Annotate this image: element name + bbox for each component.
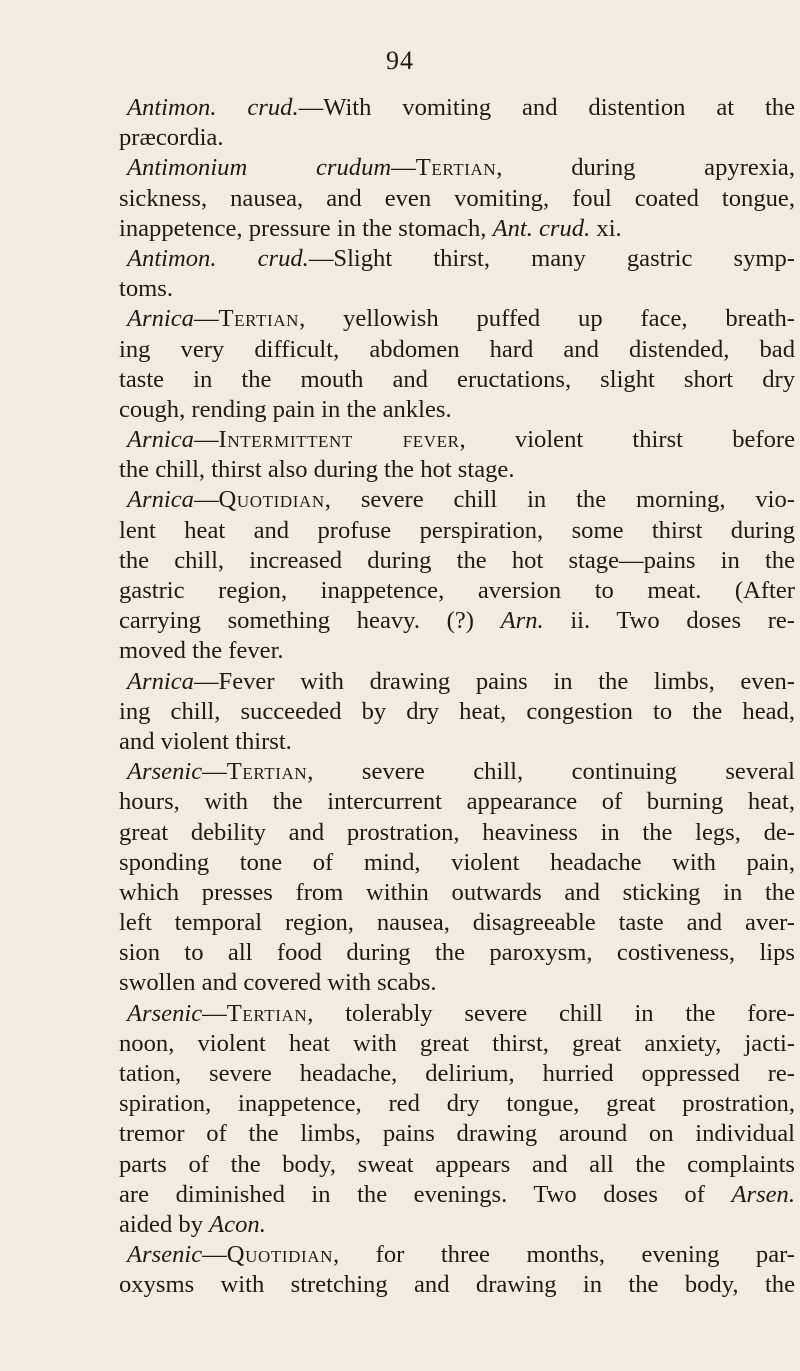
text-run: are diminished in the evenings. Two doses of xyxy=(119,1180,732,1208)
text-run: — xyxy=(391,154,416,182)
page-number: 94 xyxy=(386,46,414,75)
text-run: , during apyrexia, xyxy=(496,154,795,182)
text-line xyxy=(119,938,795,968)
italic-run: Arnica xyxy=(127,426,194,454)
text-line xyxy=(119,1089,795,1119)
text-line xyxy=(119,425,795,455)
text-run: ii. Two doses re- xyxy=(543,607,795,635)
small-caps-run: Tertian xyxy=(415,154,497,182)
text-run: — xyxy=(202,1241,227,1269)
text-line xyxy=(119,878,795,908)
text-line xyxy=(119,636,795,666)
small-caps-run: Tertian xyxy=(218,305,300,333)
italic-run: Antimonium crudum xyxy=(127,154,392,182)
text-run: , severe chill in the morning, vio- xyxy=(324,486,795,514)
text-run: moved the fever. xyxy=(119,637,284,665)
italic-run: Arn. xyxy=(500,607,544,635)
text-line xyxy=(119,1029,795,1059)
text-run: aided by xyxy=(119,1210,210,1238)
text-line xyxy=(119,1119,795,1149)
italic-run: Arsenic xyxy=(127,999,203,1027)
text-run: toms. xyxy=(119,275,173,303)
italic-run: Acon. xyxy=(209,1210,266,1238)
small-caps-run: Quotidian xyxy=(226,1241,333,1269)
text-line xyxy=(119,968,795,998)
text-line xyxy=(119,546,795,576)
text-line xyxy=(119,757,795,787)
text-line xyxy=(119,1210,795,1240)
text-run: —With vomiting and distention at the xyxy=(298,94,796,121)
text-line xyxy=(119,1059,795,1089)
text-run: ing chill, succeeded by dry heat, congestion to the head, xyxy=(119,697,795,725)
text-run: sion to all food during the paroxysm, costiveness, lips xyxy=(119,939,795,967)
text-run: and violent thirst. xyxy=(119,727,292,755)
text-run: , tolerably severe chill in the fore- xyxy=(307,999,795,1027)
italic-run: Antimon. crud. xyxy=(127,94,299,121)
text-run: sickness, nausea, and even vomiting, foul coated tongue, xyxy=(119,184,795,212)
small-caps-run: Tertian xyxy=(226,758,308,786)
italic-run: Arsenic xyxy=(127,758,203,786)
text-line xyxy=(119,335,795,365)
text-run: sponding tone of mind, violent headache with pain, xyxy=(119,848,795,876)
text-run: tremor of the limbs, pains drawing around on individual xyxy=(119,1120,795,1148)
text-run: gastric region, inappetence, aversion to meat. (After xyxy=(119,577,795,604)
text-run: — xyxy=(202,999,227,1027)
text-line xyxy=(119,153,795,183)
text-line xyxy=(119,274,795,304)
text-run: which presses from within outwards and sticking in the xyxy=(119,878,795,906)
text-run: spiration, inappetence, red dry tongue, great prostration, xyxy=(119,1090,795,1118)
text-line xyxy=(119,1240,795,1270)
text-line xyxy=(119,667,795,697)
text-run: tation, severe headache, delirium, hurried oppressed re- xyxy=(119,1060,795,1087)
text-line xyxy=(119,184,795,214)
text-line xyxy=(119,787,795,817)
text-line xyxy=(119,908,795,938)
text-run: , severe chill, continuing several xyxy=(307,758,795,786)
small-caps-run: Tertian xyxy=(226,999,308,1027)
text-run: left temporal region, nausea, disagreeable taste and aver- xyxy=(119,909,795,937)
text-run: —Slight thirst, many gastric symp- xyxy=(308,244,795,272)
text-line xyxy=(119,848,795,878)
text-run: inappetence, pressure in the stomach, xyxy=(119,214,493,242)
text-line xyxy=(119,697,795,727)
text-line xyxy=(119,516,795,546)
small-caps-run: Intermittent fever xyxy=(218,426,460,454)
text-line xyxy=(119,818,795,848)
text-line xyxy=(119,999,795,1029)
text-run: great debility and prostration, heaviness in the legs, de- xyxy=(119,818,795,846)
text-run: — xyxy=(193,486,219,514)
italic-run: Ant. crud. xyxy=(492,214,591,242)
text-run: , yellowish puffed up face, breath- xyxy=(299,305,795,333)
text-run: — xyxy=(193,426,219,454)
text-run: cough, rending pain in the ankles. xyxy=(119,395,452,423)
text-run: ing very difficult, abdomen hard and distended, bad xyxy=(119,335,795,363)
italic-run: Arnica xyxy=(127,667,194,695)
text-run: hours, with the intercurrent appearance of burning heat, xyxy=(119,788,795,816)
text-run: swollen and covered with scabs. xyxy=(119,969,437,997)
text-run: taste in the mouth and eructations, slight short dry xyxy=(119,365,795,393)
text-run: parts of the body, sweat appears and all the complaints xyxy=(119,1150,795,1178)
text-line xyxy=(119,365,795,395)
text-run: — xyxy=(202,758,227,786)
italic-run: Antimon. crud. xyxy=(127,244,309,272)
text-run: — xyxy=(193,305,219,333)
text-run: præcordia. xyxy=(119,124,224,152)
text-run: —Fever with drawing pains in the limbs, even- xyxy=(193,667,795,695)
body-text xyxy=(119,93,795,1301)
text-run: the chill, increased during the hot stage—pains in the xyxy=(119,546,795,574)
text-line xyxy=(119,123,795,153)
text-line xyxy=(119,244,795,274)
text-line xyxy=(119,214,795,244)
text-run: , for three months, evening par- xyxy=(333,1241,795,1269)
text-run: carrying something heavy. (?) xyxy=(119,607,501,635)
italic-run: Arnica xyxy=(127,305,194,333)
text-line xyxy=(119,455,795,485)
text-line xyxy=(119,576,795,606)
text-run: xi. xyxy=(590,214,622,242)
small-caps-run: Quotidian xyxy=(218,486,325,514)
text-run: lent heat and profuse perspiration, some thirst during xyxy=(119,516,795,544)
text-run: oxysms with stretching and drawing in the body, the xyxy=(119,1271,795,1299)
text-line xyxy=(119,1150,795,1180)
text-line xyxy=(119,395,795,425)
text-run: noon, violent heat with great thirst, great anxiety, jacti- xyxy=(119,1029,795,1057)
italic-run: Arsenic xyxy=(127,1241,203,1269)
text-line xyxy=(119,304,795,334)
text-line xyxy=(119,485,795,515)
text-run: , violent thirst before xyxy=(459,426,795,454)
text-line xyxy=(119,606,795,636)
text-line xyxy=(119,1180,795,1210)
text-line xyxy=(119,727,795,757)
text-line xyxy=(119,93,795,123)
text-run: the chill, thirst also during the hot stage. xyxy=(119,456,515,484)
text-line xyxy=(119,1270,795,1300)
italic-run: Arnica xyxy=(127,486,194,514)
italic-run: Arsen. xyxy=(731,1180,795,1208)
